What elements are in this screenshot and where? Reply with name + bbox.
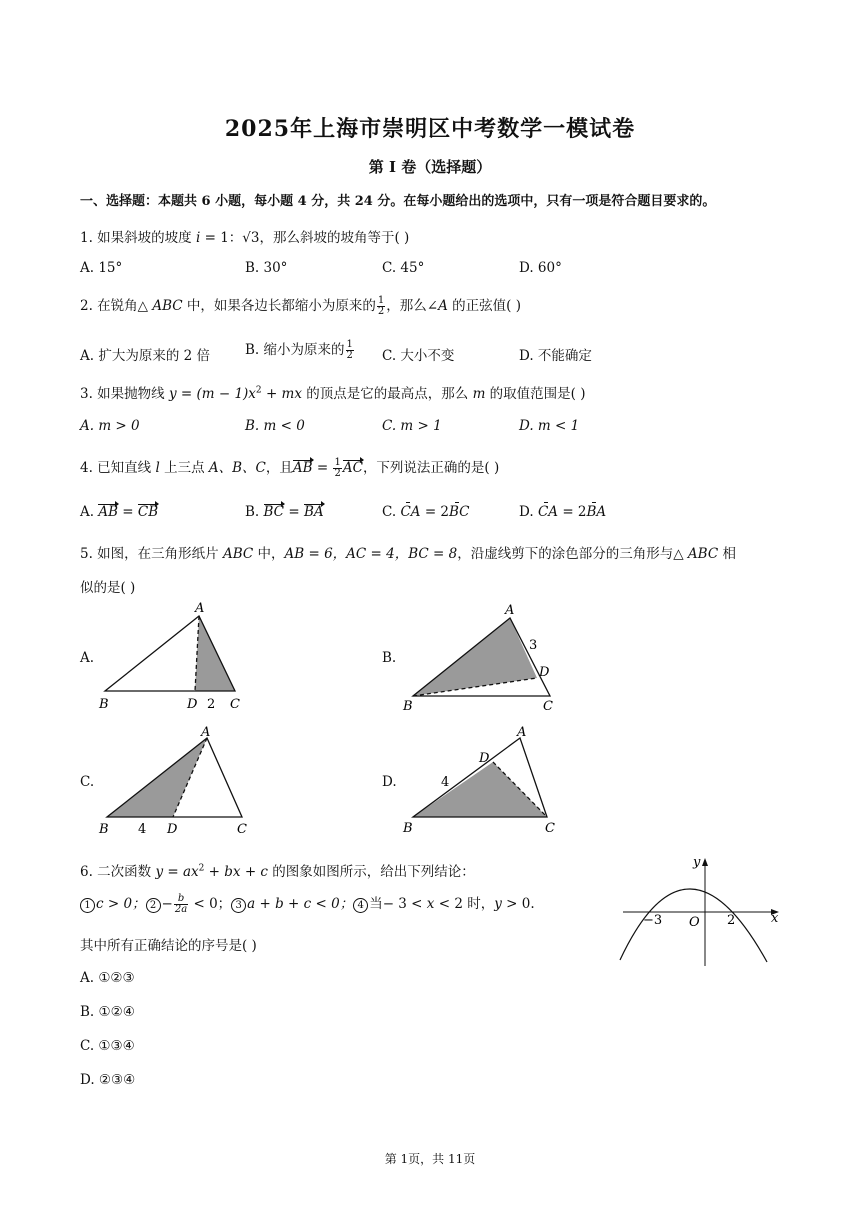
q1-sqrt: √3 — [242, 230, 260, 246]
figure-b-label-num: 3 — [529, 638, 538, 653]
q6-option-d[interactable]: D. ②③④ — [80, 1072, 136, 1088]
graph-label-x: x — [771, 911, 779, 926]
q2-triangle: ABC — [152, 298, 183, 314]
q4-text-mid: 上三点 — [159, 460, 209, 476]
conclusion-2-marker: 2 — [146, 898, 161, 913]
q5-option-d[interactable]: D. — [382, 774, 397, 790]
q1-text-pre: 1. 如果斜坡的坡度 — [80, 230, 196, 246]
q3-eq2: + mx — [261, 386, 302, 402]
graph-label-origin: O — [689, 915, 700, 930]
q3-eq: y = (m − 1)x — [168, 386, 256, 402]
figure-a-label-c: C — [230, 697, 240, 712]
figure-c-label-num: 4 — [138, 822, 147, 837]
figure-b-label-b: B — [403, 699, 413, 714]
q2-text-mid2: ，那么∠ — [386, 298, 439, 314]
figure-b-label-c: C — [543, 699, 553, 714]
q2-text-post: 的正弦值( ) — [447, 298, 521, 314]
q4-option-c[interactable]: C. CA = 2BC — [382, 504, 470, 520]
question-1 — [80, 226, 409, 246]
q1-option-c[interactable]: C. 45° — [382, 260, 425, 276]
question-5-line2: 似的是( ) — [80, 580, 136, 596]
conclusion-4-marker: 4 — [353, 898, 368, 913]
q1-option-d[interactable]: D. 60° — [519, 260, 562, 276]
q1-var-i: i — [195, 230, 201, 246]
q6-option-c[interactable]: C. ①③④ — [80, 1038, 135, 1054]
q2-option-d[interactable]: D. 不能确定 — [519, 348, 592, 364]
q5-option-b[interactable]: B. — [382, 650, 397, 666]
question-6-conclusions: 1 c > 0； 2 − $\frac{b}{2a}$ < 0； 3 a + b + c < 0； 4 当− 3 < x < 2 时，y > 0. — [80, 892, 535, 915]
q4-vector-ab: AB — [292, 460, 313, 476]
figure-c-label-d: D — [167, 822, 178, 837]
q4-eq: = — [312, 460, 333, 476]
q4-vector-ac: AC — [342, 460, 363, 476]
graph-label-2: 2 — [727, 913, 736, 928]
q5-figure-d — [395, 722, 565, 840]
q1-text-mid: = 1： — [200, 230, 243, 246]
q3-option-a[interactable]: A. m > 0 — [80, 418, 140, 434]
page-footer: 第 1页，共 11页 — [384, 1152, 476, 1166]
figure-c-label-c: C — [237, 822, 247, 837]
q5-figure-a — [95, 598, 255, 716]
question-6-line3: 其中所有正确结论的序号是( ) — [80, 938, 257, 954]
q2-angle-a: A — [438, 298, 448, 314]
q2-fraction: $\frac{1}{2}$ — [377, 295, 385, 317]
q1-option-a[interactable]: A. 15° — [80, 260, 123, 276]
figure-c-label-a: A — [201, 725, 211, 740]
figure-b-shaded — [413, 618, 537, 696]
q4-points: A、B、C — [208, 460, 266, 476]
figure-c-label-b: B — [99, 822, 109, 837]
question-2 — [80, 294, 521, 317]
q3-option-b[interactable]: B. m < 0 — [245, 418, 305, 434]
graph-y-arrow-icon — [702, 858, 708, 866]
q6-parabola-graph — [615, 852, 785, 970]
page-title: 2025年上海市崇明区中考数学一模试卷 — [224, 116, 636, 142]
q5-figure-c — [95, 722, 255, 840]
q4-option-a[interactable]: A. AB = CB — [80, 504, 159, 520]
q2-option-b[interactable]: B. 缩小为原来的 $\frac{1}{2}$ — [245, 339, 353, 361]
conclusion-3-marker: 3 — [231, 898, 246, 913]
figure-d-label-d: D — [479, 751, 490, 766]
q5-figure-b — [395, 598, 565, 716]
q6-option-b[interactable]: B. ①②④ — [80, 1004, 135, 1020]
figure-a-label-b: B — [99, 697, 109, 712]
q3-var-m: m — [472, 386, 486, 402]
figure-d-label-b: B — [403, 821, 413, 836]
q3-text-post: 的取值范围是( ) — [485, 386, 586, 402]
q6-option-a[interactable]: A. ①②③ — [80, 970, 135, 986]
q4-line-l: l — [155, 460, 160, 476]
figure-d-label-num: 4 — [441, 775, 450, 790]
q5-option-a[interactable]: A. — [80, 650, 95, 666]
q4-fraction: $\frac{1}{2}$ — [334, 457, 341, 479]
graph-label-neg3: −3 — [643, 913, 663, 928]
question-5: 5. 如图，在三角形纸片 ABC 中，AB = 6，AC = 4，BC = 8，沿虚线剪下的涂色部分的三角形与△ ABC 相 — [80, 546, 736, 562]
q5-option-c[interactable]: C. — [80, 774, 95, 790]
q4-option-d[interactable]: D. CA = 2BA — [519, 504, 607, 520]
figure-d-label-a: A — [517, 725, 527, 740]
q3-option-c[interactable]: C. m > 1 — [382, 418, 442, 434]
q3-text-pre: 3. 如果抛物线 — [80, 386, 169, 402]
figure-a-label-num: 2 — [207, 697, 216, 712]
q4-text-mid2: ，且 — [265, 460, 293, 476]
q2-option-c[interactable]: C. 大小不变 — [382, 348, 455, 364]
q1-option-b[interactable]: B. 30° — [245, 260, 288, 276]
q3-text-mid: 的顶点是它的最高点，那么 — [301, 386, 473, 402]
q2-text-mid: 中，如果各边长都缩小为原来的 — [182, 298, 376, 314]
q2-text-pre: 2. 在锐角△ — [80, 298, 153, 314]
figure-b-label-a: A — [505, 603, 515, 618]
section-heading: 一、选择题：本题共 6 小题，每小题 4 分，共 24 分。在每小题给出的选项中，只有一项是符合题目要求的。 — [80, 194, 716, 209]
question-3 — [80, 382, 586, 402]
q3-sup: 2 — [255, 385, 262, 396]
graph-label-y: y — [693, 855, 701, 870]
figure-a-label-d: D — [187, 697, 198, 712]
q4-option-b[interactable]: B. BC = BA — [245, 504, 324, 520]
q1-text-post: ，那么斜坡的坡角等于( ) — [259, 230, 410, 246]
q4-text-pre: 4. 已知直线 — [80, 460, 156, 476]
figure-b-label-d: D — [539, 665, 550, 680]
question-4 — [80, 456, 499, 479]
figure-d-label-c: C — [545, 821, 555, 836]
page-subtitle: 第 I 卷（选择题） — [368, 158, 492, 176]
conclusion-1-marker: 1 — [80, 898, 95, 913]
q2-option-a[interactable]: A. 扩大为原来的 2 倍 — [80, 348, 211, 364]
q3-option-d[interactable]: D. m < 1 — [519, 418, 580, 434]
question-6: 6. 二次函数 $y = ax^2$ + bx + c 的图象如图所示，给出下列结论： — [80, 863, 475, 880]
figure-d-shaded — [413, 762, 547, 817]
q4-text-post: ，下列说法正确的是( ) — [362, 460, 500, 476]
figure-a-label-a: A — [195, 601, 205, 616]
